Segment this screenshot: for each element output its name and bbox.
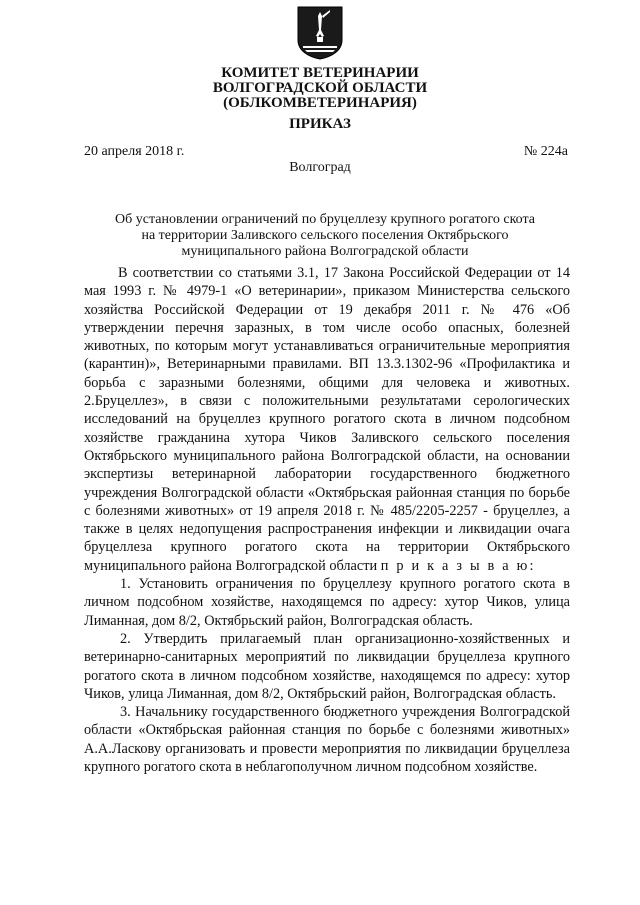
subject-line: Об установлении ограничений по бруцеллезу крупного рогатого скота — [115, 212, 535, 227]
order-word: п р и к а з ы в а ю: — [380, 557, 536, 574]
document-number: № 224а — [523, 144, 568, 159]
order-item-1: 1. Установить ограничения по бруцеллезу крупного рогатого скота в личном подсобном хозяйстве, находящемся по адресу: хутор Чиков, улица Лиманная, дом 8/2, Октябрьский район, Волгоградская область. — [84, 576, 570, 629]
subject-line: на территории Заливского сельского поселения Октябрьского — [141, 228, 509, 243]
subject-line: муниципального района Волгоградской области — [181, 244, 469, 259]
org-name-line: (ОБЛКОМВЕТЕРИНАРИЯ) — [223, 95, 417, 111]
organization-name — [0, 66, 640, 111]
document-city: Волгоград — [289, 160, 351, 175]
volgograd-emblem-icon — [297, 6, 343, 60]
org-name-line: КОМИТЕТ ВЕТЕРИНАРИИ — [221, 65, 419, 81]
order-item-3: 3. Начальнику государственного бюджетного учреждения Волгоградской области «Октябрьская районная станция по борьбе с болезнями животных» А.А.Ласкову организовать и провести мероприятия по ликвидации бруцеллеза крупного рогатого скота в неблагополучном личном подсобном хозяйстве. — [84, 704, 570, 776]
document-date: 20 апреля 2018 г. — [84, 144, 185, 159]
preamble-paragraph — [84, 264, 570, 575]
org-name-line: ВОЛГОГРАДСКОЙ ОБЛАСТИ — [212, 80, 428, 96]
order-item-2: 2. Утвердить прилагаемый план организационно-хозяйственных и ветеринарно-санитарных мероприятий по ликвидации бруцеллеза крупного рогатого скота в личном подсобном хозяйстве, находящемся по адресу: хутор Чиков, улица Лиманная, дом 8/2, Октябрьский район, Волгоградская область. — [84, 630, 570, 702]
document-subject — [80, 212, 570, 260]
document-body — [84, 264, 570, 776]
preamble-text: В соответствии со статьями 3.1, 17 Закона Российской Федерации от 14 мая 1993 г. № 4979-1 «О ветеринарии», приказом Министерства сельского хозяйства Российской Федерации от 19 декабря 2011 г. № 476 «Об утверждении перечня заразных, в том числе особо опасных, болезней животных, по которым могут устанавливаться ограничительные мероприятия (карантин)», Ветеринарными правилами. ВП 13.3.1302-96 «Профилактика и борьба с заразными болезнями, общими для человека и животных. 2.Бруцеллез», в связи с положительными результатами серологических исследований на бруцеллез крупного рогатого скота в личном подсобном хозяйстве гражданина хутора Чиков Заливского сельского поселения Октябрьского муниципального района Волгоградской области, на основании экспертизы ветеринарной лаборатории государственного бюджетного учреждения Волгоградской области «Октябрьская районная станция по борьбе с болезнями животных» от 19 апреля 2018 г. № 485/2205-2257 - бруцеллез, а также в целях недопущения распространения инфекции и ликвидации очага бруцеллеза крупного рогатого скота на территории Октябрьского муниципального района Волгоградской области — [84, 265, 570, 574]
document-type: ПРИКАЗ — [289, 116, 351, 132]
